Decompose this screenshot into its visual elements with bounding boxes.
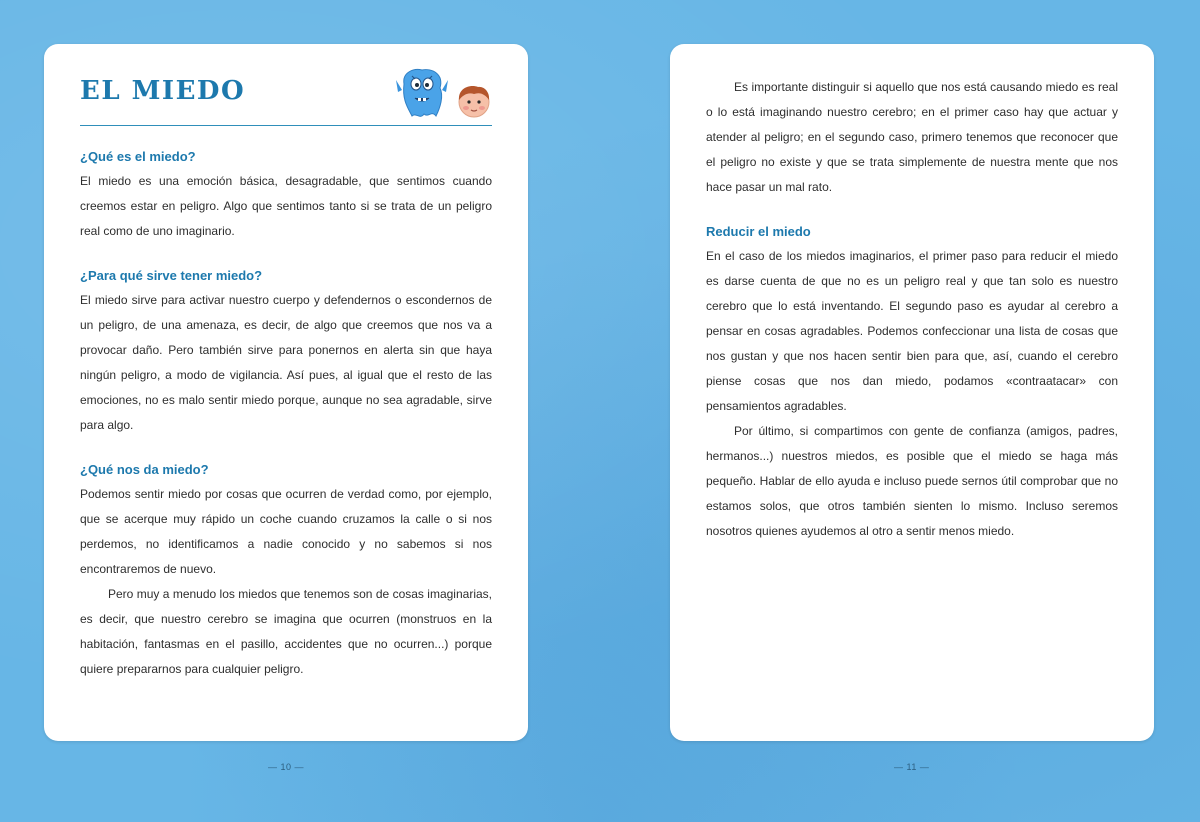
blue-monster-icon (396, 70, 448, 117)
section-heading: ¿Para qué sirve tener miedo? (80, 268, 263, 283)
intro-paragraph: Es importante distinguir si aquello que nos está causando miedo es real o lo está imaginando nuestro cerebro; en el primer caso hay que actuar y atender al peligro; en el segundo caso, primero tenemos que reconocer que el peligro no existe y que se trata simplemente de nuestra mente que nos hace pasar un mal rato. (706, 80, 1118, 194)
body-paragraph: El miedo sirve para activar nuestro cuerpo y defendernos o escondernos de un peligro, de una amenaza, es decir, de algo que creemos que nos va a provocar daño. Pero también sirve para ponernos en alerta sin que haya ningún peligro, a modo de vigilancia. Así pues, al igual que el resto de las emociones, no es malo sentir miedo porque, aunque no sea agradable, sirve para algo. (80, 293, 492, 432)
boy-face-icon (459, 86, 489, 117)
section-what-is-fear (80, 144, 492, 244)
right-page (670, 44, 1154, 741)
section-heading: Reducir el miedo (706, 224, 811, 239)
body-paragraph: Por último, si compartimos con gente de confianza (amigos, padres, hermanos...) nuestros miedos, es posible que el miedo se haga más pequeño. Hablar de ello ayuda e incluso puede sernos útil comprobar que no estamos solos, que otros también sienten lo mismo. Incluso seremos nosotros quienes ayudemos al otro a sentir menos miedo. (706, 424, 1118, 538)
section-what-scares-us (80, 457, 492, 682)
section-heading: ¿Qué es el miedo? (80, 149, 196, 164)
left-page (44, 44, 528, 741)
page-number-right: — 11 — (894, 762, 930, 772)
section-heading: ¿Qué nos da miedo? (80, 462, 209, 477)
section-purpose-of-fear (80, 263, 492, 438)
body-paragraph: El miedo es una emoción básica, desagradable, que sentimos cuando creemos estar en peligro. Algo que sentimos tanto si se trata de un peligro real como de uno imaginario. (80, 174, 492, 238)
right-page-content (706, 75, 1118, 544)
left-page-content (80, 74, 492, 682)
page-number-left: — 10 — (268, 762, 305, 772)
body-paragraph: Pero muy a menudo los miedos que tenemos son de cosas imaginarias, es decir, que nuestro cerebro se imagina que ocurren (monstruos en la habitación, fantasmas en el pasillo, accidentes que no ocurren...) porque quiere prepararnos para cualquier peligro. (80, 587, 492, 676)
title-illustration (390, 62, 494, 124)
page-title: EL MIEDO (80, 76, 246, 106)
title-row (80, 74, 492, 126)
body-paragraph: En el caso de los miedos imaginarios, el primer paso para reducir el miedo es darse cuenta de que no es un peligro real y que tan solo es nuestro cerebro que lo está inventando. El segundo paso es ayudar al cerebro a pensar en cosas agradables. Podemos confeccionar una lista de cosas que nos gustan y que nos hacen sentir bien para que, así, cuando el cerebro piense cosas que nos dan miedo, podamos «contraatacar» con pensamientos agradables. (706, 249, 1118, 413)
section-reduce-fear (706, 219, 1118, 544)
body-paragraph: Podemos sentir miedo por cosas que ocurren de verdad como, por ejemplo, que se acerque muy rápido un coche cuando cruzamos la calle o si nos perdemos, no identificamos a nadie conocido y no sabemos si nos encontraremos de nuevo. (80, 487, 492, 576)
